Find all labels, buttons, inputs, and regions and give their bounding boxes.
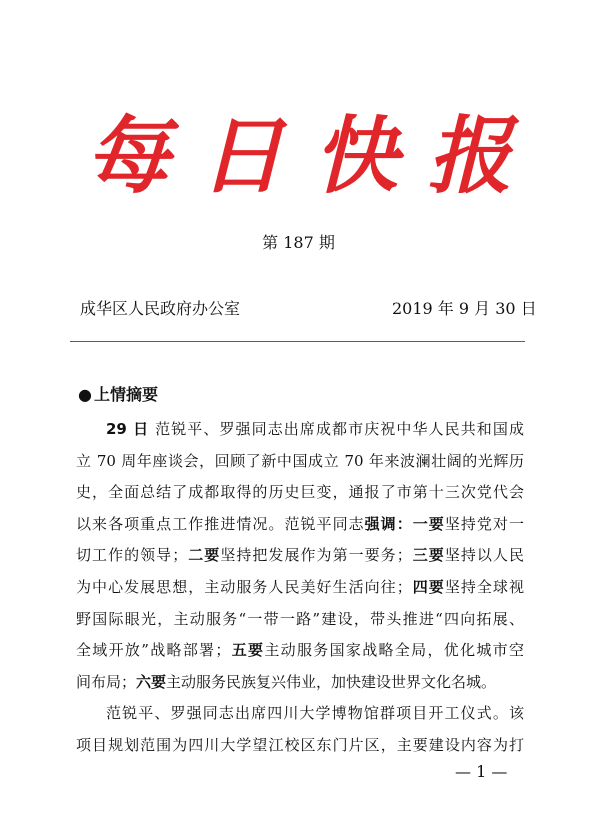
- text-span: 范锐平、罗强同志出席成都市庆祝中华人民共和国成: [155, 420, 524, 438]
- text-span: 坚持把发展作为第一要务；: [220, 546, 412, 565]
- text-span: 坚持全球视: [444, 577, 524, 596]
- section-heading-text: 上情摘要: [93, 385, 158, 404]
- emphasis-text: 三要: [411, 546, 445, 565]
- article-body: [76, 414, 524, 762]
- bullet-icon: ●: [78, 385, 92, 404]
- text-line: [76, 540, 524, 572]
- text-line: [76, 414, 524, 446]
- page-number: — 1 —: [455, 762, 508, 781]
- text-span: 为中心发展思想，主动服务人民美好生活向往；: [76, 577, 412, 596]
- issuer: 成华区人民政府办公室: [80, 299, 241, 318]
- text-span: 坚持党对一: [444, 514, 524, 533]
- emphasis-text: 五要: [230, 641, 265, 660]
- text-span: 主动服务民族复兴伟业，加快建设世界文化名城。: [166, 672, 497, 691]
- text-span: 以来各项重点工作推进情况。范锐平同志: [76, 514, 365, 533]
- emphasis-text: 二要: [187, 546, 221, 565]
- text-span: 切工作的领导；: [76, 546, 188, 565]
- text-line: 项目规划范围为四川大学望江校区东门片区，主要建设内容为打: [76, 735, 524, 754]
- paragraph-1: [76, 414, 524, 698]
- header-divider: [70, 341, 525, 342]
- issue-date: 2019 年 9 月 30 日: [392, 299, 537, 318]
- masthead-title: 每日快报: [85, 107, 542, 205]
- text-span: 坚持以人民: [444, 546, 524, 565]
- text-line: [76, 635, 524, 667]
- text-line: [76, 667, 524, 699]
- text-line: 野国际眼光，主动服务“一带一路”建设，带头推进“四向拓展、: [76, 609, 524, 628]
- text-line: 范锐平、罗强同志出席四川大学博物馆群项目开工仪式。该: [106, 704, 524, 723]
- text-line: [76, 509, 524, 541]
- text-span: 间布局；: [76, 672, 137, 691]
- emphasis-text: 六要: [136, 672, 167, 691]
- text-line: 史，全面总结了成都取得的历史巨变，通报了市第十三次党代会: [76, 483, 524, 502]
- date-lead: 29 日: [106, 420, 150, 438]
- emphasis-text: 强调：一要: [364, 514, 445, 533]
- issue-number: 第 187 期: [262, 233, 335, 252]
- section-heading: [78, 385, 158, 405]
- text-span: 全域开放”战略部署；: [76, 641, 231, 660]
- text-line: 立 70 周年座谈会，回顾了新中国成立 70 年来波澜壮阔的光辉历: [76, 451, 524, 470]
- paragraph-2: [76, 698, 524, 761]
- text-span: 主动服务国家战略全局，优化城市空: [264, 641, 524, 660]
- emphasis-text: 四要: [411, 577, 445, 596]
- text-line: [76, 572, 524, 604]
